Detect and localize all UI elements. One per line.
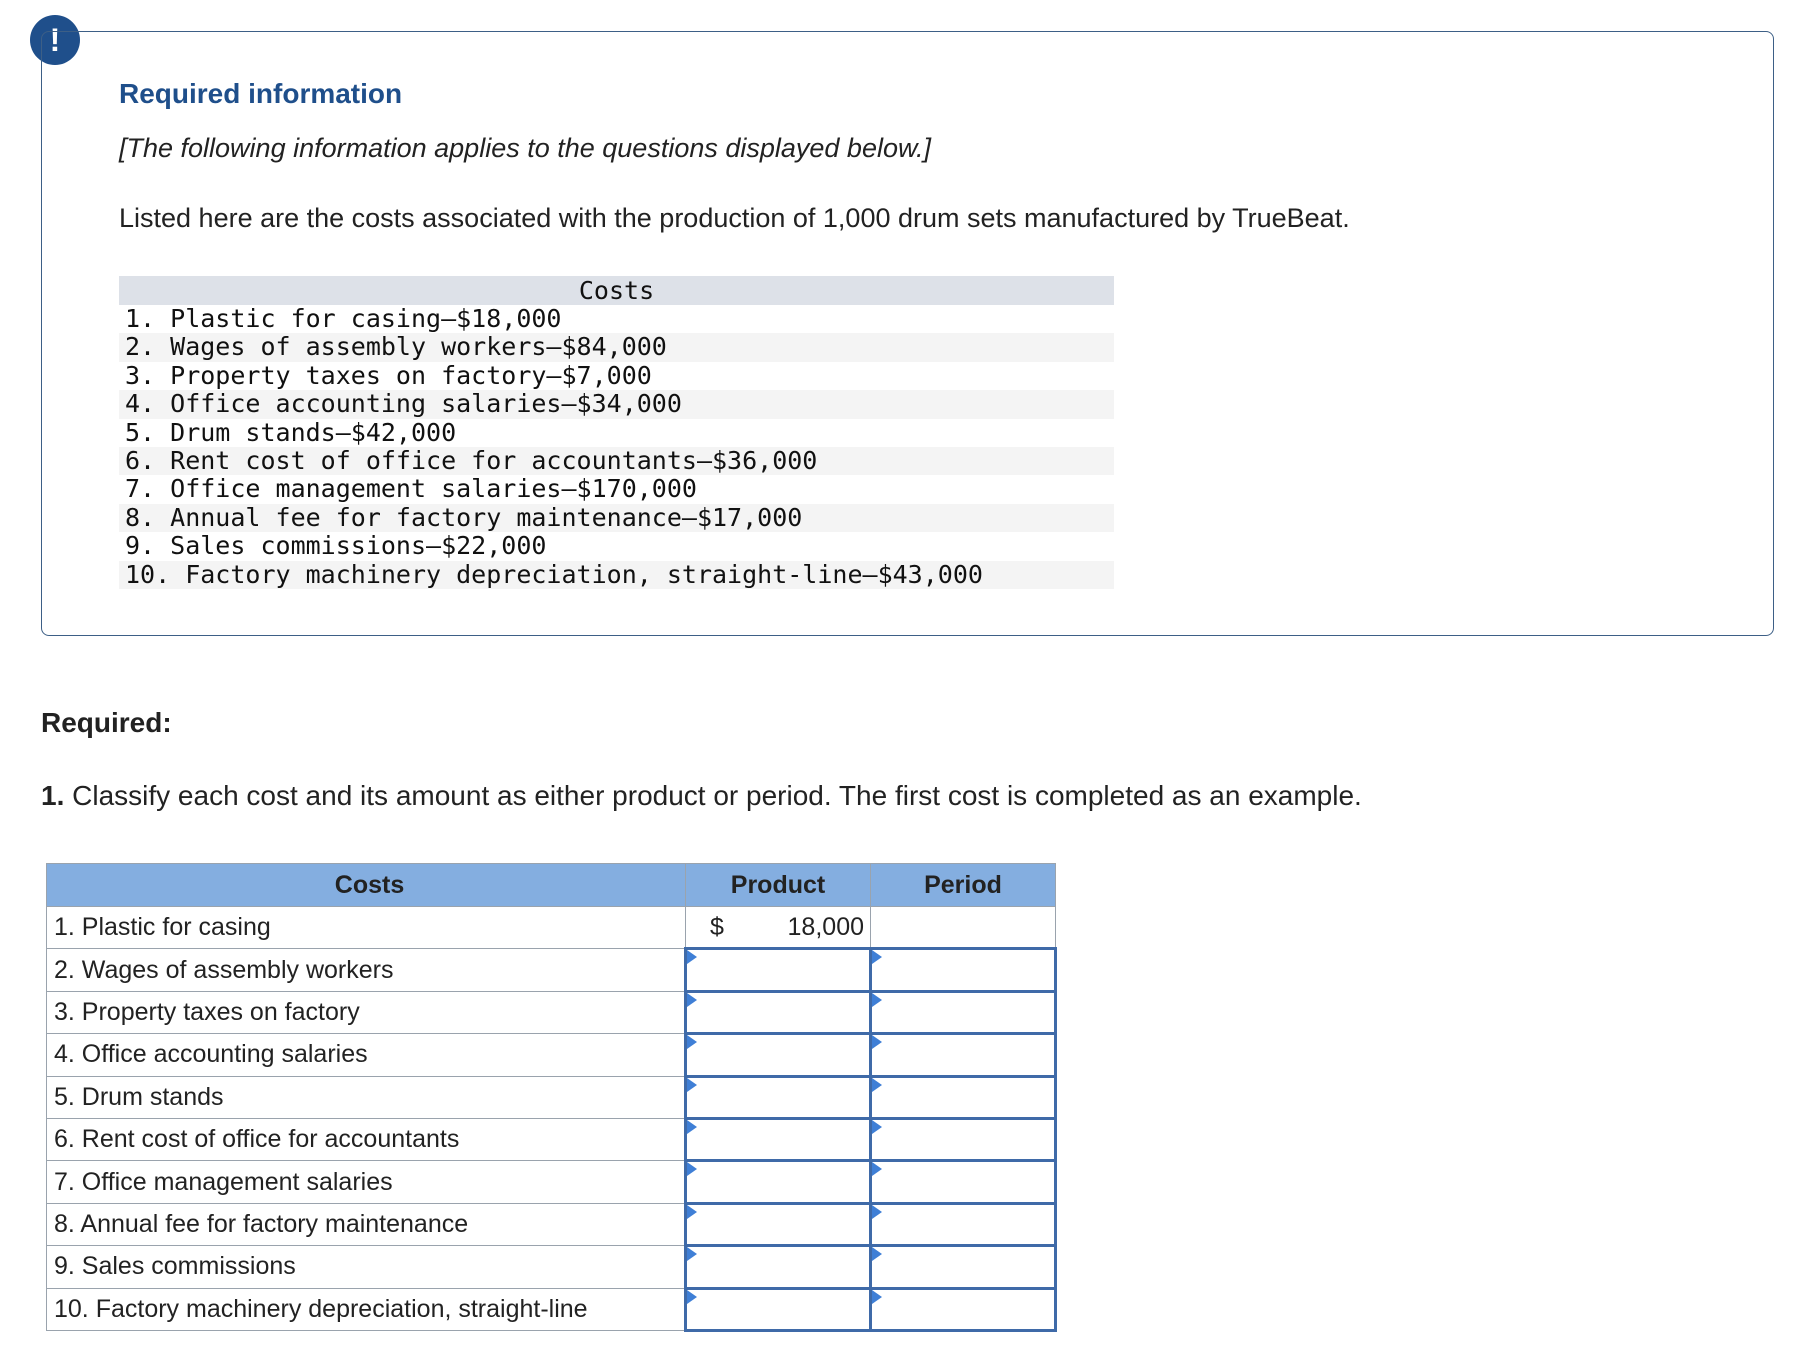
product-input[interactable] <box>687 1205 869 1244</box>
table-row <box>47 949 1056 991</box>
input-flag-icon <box>872 1290 882 1304</box>
cost-label: 6. Rent cost of office for accountants <box>47 1118 686 1160</box>
cost-label: 3. Property taxes on factory <box>47 991 686 1033</box>
product-input[interactable] <box>687 993 869 1032</box>
input-flag-icon <box>687 1247 697 1261</box>
input-flag-icon <box>687 1205 697 1219</box>
product-input[interactable] <box>687 1078 869 1117</box>
table-row <box>47 1288 1056 1330</box>
input-flag-icon <box>872 1035 882 1049</box>
cost-list-header: Costs <box>119 276 1114 305</box>
cost-label: 9. Sales commissions <box>47 1246 686 1288</box>
currency-symbol: $ <box>710 912 724 941</box>
table-row <box>47 907 1056 949</box>
period-input[interactable] <box>872 993 1054 1032</box>
cost-list-item: 6. Rent cost of office for accountants—$36,000 <box>119 447 1114 475</box>
cost-label: 1. Plastic for casing <box>47 907 686 949</box>
product-input-cell <box>686 1203 871 1245</box>
example-period-cell <box>871 907 1056 949</box>
cost-list-item: 7. Office management salaries—$170,000 <box>125 474 697 504</box>
period-input-cell <box>871 1076 1056 1118</box>
product-input-cell <box>686 1076 871 1118</box>
cost-label: 10. Factory machinery depreciation, straight-line <box>47 1288 686 1330</box>
product-input[interactable] <box>687 1120 869 1159</box>
period-input[interactable] <box>872 1247 1054 1286</box>
required-heading: Required: <box>41 707 172 738</box>
header-period: Period <box>871 864 1056 907</box>
product-input[interactable] <box>687 1290 869 1329</box>
cost-label: 8. Annual fee for factory maintenance <box>47 1203 686 1245</box>
period-input[interactable] <box>872 1078 1054 1117</box>
cost-list-item: 1. Plastic for casing—$18,000 <box>125 304 562 333</box>
input-flag-icon <box>872 1120 882 1134</box>
period-input-cell <box>871 1203 1056 1245</box>
table-row <box>47 1034 1056 1076</box>
cost-list-item: 5. Drum stands—$42,000 <box>125 417 457 447</box>
period-input-cell <box>871 949 1056 991</box>
input-flag-icon <box>872 1247 882 1261</box>
input-flag-icon <box>687 1035 697 1049</box>
header-product: Product <box>686 864 871 907</box>
exclamation-icon: ! <box>30 15 80 65</box>
example-product-value: 18,000 <box>787 912 864 941</box>
product-input-cell <box>686 1118 871 1160</box>
cost-list-item: 9. Sales commissions—$22,000 <box>125 531 547 561</box>
input-flag-icon <box>687 950 697 964</box>
table-row <box>47 1203 1056 1245</box>
info-title: Required information <box>119 78 403 109</box>
table-row <box>47 1076 1056 1118</box>
cost-list-item: 8. Annual fee for factory maintenance—$17,000 <box>119 504 1114 532</box>
period-input-cell <box>871 991 1056 1033</box>
period-input-cell <box>871 1246 1056 1288</box>
input-flag-icon <box>872 993 882 1007</box>
input-flag-icon <box>872 950 882 964</box>
product-input-cell <box>686 1034 871 1076</box>
table-row <box>47 1118 1056 1160</box>
cost-list <box>119 276 1114 589</box>
table-row <box>47 1161 1056 1203</box>
question-1 <box>41 780 1362 812</box>
period-input-cell <box>871 1118 1056 1160</box>
info-intro: Listed here are the costs associated with the production of 1,000 drum sets manufactured by TrueBeat. <box>119 203 1350 233</box>
table-row <box>47 1246 1056 1288</box>
product-input-cell <box>686 1288 871 1330</box>
info-note: [The following information applies to the questions displayed below.] <box>119 133 931 163</box>
input-flag-icon <box>872 1162 882 1176</box>
cost-label: 5. Drum stands <box>47 1076 686 1118</box>
period-input-cell <box>871 1288 1056 1330</box>
period-input[interactable] <box>872 950 1054 989</box>
period-input[interactable] <box>872 1162 1054 1201</box>
table-row <box>47 991 1056 1033</box>
cost-label: 4. Office accounting salaries <box>47 1034 686 1076</box>
example-product-cell <box>686 907 871 949</box>
product-input[interactable] <box>687 1162 869 1201</box>
cost-list-item: 3. Property taxes on factory—$7,000 <box>125 360 652 390</box>
cost-list-item: 10. Factory machinery depreciation, straight-line—$43,000 <box>119 561 1114 589</box>
header-costs: Costs <box>47 864 686 907</box>
question-text: Classify each cost and its amount as either product or period. The first cost is completed as an example. <box>64 780 1362 811</box>
product-input[interactable] <box>687 1035 869 1074</box>
cost-list-item: 2. Wages of assembly workers—$84,000 <box>119 333 1114 361</box>
product-input-cell <box>686 949 871 991</box>
period-input[interactable] <box>872 1120 1054 1159</box>
product-input-cell <box>686 1246 871 1288</box>
question-number: 1. <box>41 780 65 811</box>
period-input-cell <box>871 1034 1056 1076</box>
input-flag-icon <box>687 993 697 1007</box>
input-flag-icon <box>687 1162 697 1176</box>
cost-list-item: 4. Office accounting salaries—$34,000 <box>119 390 1114 418</box>
period-input-cell <box>871 1161 1056 1203</box>
cost-label: 2. Wages of assembly workers <box>47 949 686 991</box>
input-flag-icon <box>687 1120 697 1134</box>
table-header-row <box>47 864 1056 907</box>
input-flag-icon <box>872 1205 882 1219</box>
input-flag-icon <box>687 1290 697 1304</box>
cost-label: 7. Office management salaries <box>47 1161 686 1203</box>
product-input-cell <box>686 991 871 1033</box>
product-input[interactable] <box>687 950 869 989</box>
input-flag-icon <box>687 1078 697 1092</box>
period-input[interactable] <box>872 1290 1054 1329</box>
product-input[interactable] <box>687 1247 869 1286</box>
input-flag-icon <box>872 1078 882 1092</box>
period-input[interactable] <box>872 1205 1054 1244</box>
period-input[interactable] <box>872 1035 1054 1074</box>
product-input-cell <box>686 1161 871 1203</box>
classification-table <box>46 863 1057 1332</box>
